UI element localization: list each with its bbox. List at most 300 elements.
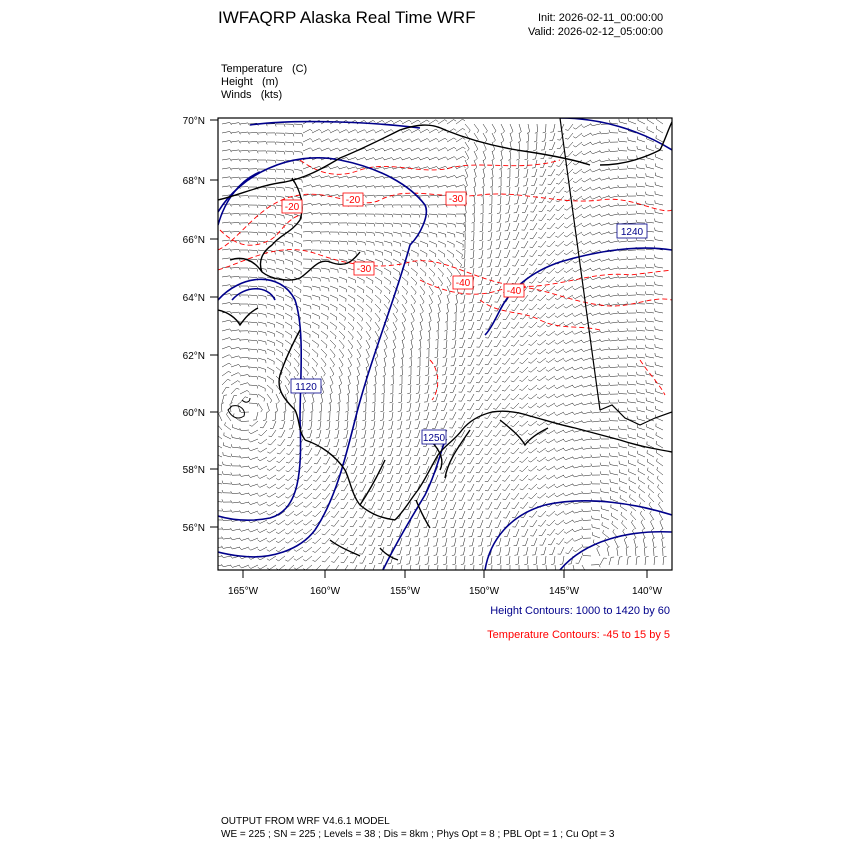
wind-barb-shaft	[592, 510, 600, 511]
wind-barb-feather	[582, 243, 584, 245]
wind-barb-feather	[313, 551, 316, 552]
wind-barb-shaft	[411, 340, 413, 348]
wind-barb-shaft	[619, 277, 627, 278]
wind-barb-shaft	[601, 492, 609, 493]
wind-barb-shaft	[453, 511, 456, 519]
wind-barb-shaft	[267, 268, 275, 270]
wind-barb-shaft	[645, 548, 646, 556]
wind-barb-feather	[231, 565, 233, 567]
wind-barb-shaft	[276, 358, 283, 363]
wind-barb-feather	[655, 282, 656, 285]
wind-barb-feather	[609, 338, 611, 341]
wind-barb-feather	[266, 324, 267, 327]
wind-barb-shaft	[353, 565, 357, 572]
wind-barb-feather	[327, 336, 328, 339]
wind-barb-shaft	[260, 529, 267, 533]
wind-barb-feather	[476, 436, 479, 437]
wind-barb-shaft	[540, 466, 547, 471]
wind-barb-feather	[502, 462, 505, 463]
wind-barb-feather	[627, 337, 628, 340]
wind-barb-shaft	[411, 120, 418, 124]
wind-barb-feather	[498, 573, 501, 574]
wind-barb-shaft	[238, 404, 240, 412]
wind-barb-shaft	[373, 448, 376, 456]
wind-barb-shaft	[601, 331, 609, 333]
wind-barb-shaft	[537, 124, 538, 132]
wind-barb-shaft	[541, 259, 546, 265]
wind-barb-feather	[452, 339, 455, 340]
wind-barb-shaft	[583, 457, 591, 458]
wind-barb-feather	[479, 240, 482, 241]
wind-barb-shaft	[651, 522, 655, 529]
wind-barb-feather	[555, 396, 557, 398]
wind-barb-feather	[468, 140, 470, 143]
wind-barb-shaft	[601, 394, 609, 395]
wind-barb-shaft	[655, 391, 663, 394]
wind-barb-shaft	[455, 556, 456, 564]
wind-barb-shaft	[532, 295, 537, 301]
wind-barb-shaft	[420, 322, 422, 330]
wind-barb-feather	[380, 411, 383, 412]
wind-barb-shaft	[258, 394, 265, 399]
wind-barb-shaft	[612, 524, 618, 529]
wind-barb-feather	[537, 317, 540, 318]
wind-barb-feather	[289, 373, 290, 376]
wind-barb-shaft	[284, 412, 285, 420]
wind-barb-shaft	[283, 421, 285, 429]
wind-barb-feather	[486, 131, 488, 133]
wind-barb-feather	[547, 246, 550, 247]
wind-barb-feather	[610, 462, 611, 465]
wind-barb-feather	[636, 283, 637, 286]
wind-barb-shaft	[548, 466, 555, 470]
wind-barb-feather	[275, 160, 276, 163]
wind-barb-shaft	[488, 376, 492, 383]
wind-barb-shaft	[481, 529, 483, 537]
wind-barb-feather	[591, 295, 593, 297]
wind-barb-shaft	[222, 379, 228, 385]
wind-barb-shaft	[402, 322, 405, 329]
wind-barb-shaft	[576, 142, 582, 147]
wind-barb-shaft	[420, 195, 428, 196]
wind-barb-feather	[230, 231, 232, 234]
wind-barb-shaft	[472, 313, 475, 321]
wind-barb-shaft	[429, 214, 437, 215]
wind-barb-shaft	[375, 313, 380, 319]
wind-barb-shaft	[456, 147, 463, 151]
wind-barb-shaft	[269, 520, 276, 524]
wind-barb-shaft	[531, 484, 537, 490]
wind-barb-shaft	[446, 349, 447, 357]
wind-barb-feather	[428, 224, 429, 227]
wind-barb-feather	[225, 422, 226, 425]
wind-barb-shaft	[655, 194, 663, 196]
wind-barb-shaft	[474, 160, 477, 168]
wind-barb-shaft	[550, 187, 555, 194]
wind-barb-shaft	[566, 376, 573, 379]
wind-barb-feather	[288, 382, 290, 385]
wind-barb-feather	[267, 531, 269, 533]
wind-barb-feather	[335, 429, 338, 430]
wind-barb-feather	[555, 440, 557, 442]
wind-barb-feather	[640, 503, 641, 506]
wind-barb-feather	[520, 318, 523, 319]
wind-barb-shaft	[650, 513, 654, 520]
wind-barb-feather	[419, 176, 421, 179]
wind-barb-shaft	[465, 223, 466, 231]
wind-barb-shaft	[400, 412, 402, 420]
wind-barb-feather	[560, 564, 563, 565]
wind-barb-feather	[249, 432, 251, 434]
wind-barb-shaft	[251, 529, 258, 532]
wind-barb-shaft	[523, 304, 528, 310]
wind-barb-shaft	[604, 541, 609, 547]
wind-barb-shaft	[410, 385, 411, 393]
wind-barb-shaft	[357, 158, 365, 161]
wind-barb-feather	[392, 158, 394, 160]
wind-barb-shaft	[557, 484, 564, 488]
wind-barb-feather	[537, 451, 540, 453]
wind-barb-shaft	[496, 403, 501, 409]
wind-barb-feather	[646, 354, 647, 357]
wind-barb-feather	[503, 319, 506, 320]
wind-barb-shaft	[549, 340, 556, 345]
wind-barb-shaft	[610, 295, 618, 296]
wind-barb-feather	[266, 215, 267, 218]
wind-barb-feather	[573, 314, 575, 316]
wind-barb-feather	[573, 306, 575, 308]
wind-barb-feather	[302, 134, 303, 137]
wind-barb-shaft	[296, 520, 303, 525]
wind-barb-feather	[303, 515, 306, 517]
wind-barb-feather	[410, 224, 411, 227]
wind-barb-shaft	[222, 177, 230, 178]
wind-barb-shaft	[584, 232, 591, 236]
wind-barb-shaft	[491, 214, 492, 222]
wind-barb-feather	[319, 148, 321, 150]
wind-barb-feather	[258, 485, 260, 487]
wind-barb-feather	[365, 214, 366, 217]
wind-barb-feather	[469, 130, 471, 133]
wind-barb-feather	[609, 130, 610, 133]
wind-barb-feather	[591, 179, 593, 181]
wind-barb-feather	[502, 355, 505, 356]
wind-barb-feather	[512, 301, 515, 302]
wind-barb-feather	[266, 333, 267, 336]
wind-barb-shaft	[575, 313, 582, 317]
wind-barb-feather	[343, 438, 346, 439]
wind-barb-feather	[331, 562, 334, 563]
wind-barb-shaft	[483, 196, 484, 204]
wind-barb-shaft	[366, 322, 371, 328]
wind-barb-shaft	[517, 538, 519, 546]
wind-barb-shaft	[619, 259, 627, 260]
wind-barb-feather	[564, 315, 566, 317]
wind-barb-shaft	[453, 367, 456, 375]
wind-barb-feather	[555, 289, 558, 291]
wind-barb-shaft	[249, 340, 257, 341]
wind-barb-feather	[591, 366, 593, 369]
wind-barb-shaft	[312, 295, 320, 297]
wind-barb-shaft	[592, 313, 600, 315]
wind-barb-feather	[400, 366, 403, 368]
wind-barb-shaft	[289, 466, 295, 472]
wind-barb-shaft	[646, 339, 654, 340]
wind-barb-feather	[488, 231, 491, 232]
wind-barb-shaft	[330, 403, 331, 411]
wind-barb-feather	[582, 207, 584, 209]
wind-barb-shaft	[258, 304, 266, 306]
wind-barb-feather	[249, 493, 251, 495]
wind-barb-shaft	[630, 506, 636, 511]
wind-barb-feather	[372, 290, 373, 293]
wind-barb-feather	[408, 273, 409, 276]
wind-barb-shaft	[549, 250, 555, 256]
wind-barb-feather	[534, 141, 537, 142]
wind-barb-shaft	[435, 484, 438, 491]
wind-barb-shaft	[276, 394, 279, 401]
wind-barb-shaft	[480, 502, 483, 509]
wind-barb-feather	[506, 555, 509, 556]
wind-barb-shaft	[465, 205, 466, 213]
wind-barb-shaft	[462, 340, 465, 348]
wind-barb-shaft	[619, 241, 627, 242]
wind-barb-shaft	[409, 412, 411, 420]
wind-barb-feather	[494, 490, 497, 491]
wind-barb-feather	[627, 193, 628, 196]
wind-barb-shaft	[514, 376, 519, 382]
wind-barb-feather	[555, 307, 557, 309]
wind-barb-shaft	[593, 535, 601, 538]
wind-barb-feather	[557, 148, 560, 149]
wind-barb-feather	[239, 312, 240, 315]
wind-barb-shaft	[373, 430, 375, 438]
wind-barb-feather	[284, 188, 285, 191]
wind-barb-feather	[512, 517, 515, 518]
wind-barb-shaft	[620, 481, 628, 484]
wind-barb-shaft	[472, 304, 474, 312]
wind-barb-feather	[655, 237, 656, 240]
wind-barb-shaft	[557, 466, 564, 470]
wind-barb-feather	[222, 527, 223, 530]
wind-barb-shaft	[321, 313, 328, 317]
wind-barb-shaft	[303, 129, 310, 133]
wind-barb-feather	[645, 264, 646, 267]
wind-barb-shaft	[444, 448, 448, 455]
wind-barb-shaft	[551, 538, 555, 545]
wind-barb-shaft	[285, 313, 292, 317]
wind-barb-shaft	[559, 538, 564, 544]
field-name: Height	[221, 76, 253, 88]
wind-barb-shaft	[601, 403, 609, 404]
wind-barb-shaft	[592, 421, 600, 422]
wind-barb-shaft	[276, 214, 284, 216]
wind-barb-feather	[537, 488, 540, 490]
wind-barb-feather	[609, 120, 610, 123]
wind-barb-feather	[293, 124, 294, 127]
wind-barb-feather	[600, 401, 601, 404]
wind-barb-feather	[313, 498, 316, 499]
wind-barb-shaft	[393, 367, 394, 375]
wind-barb-shaft	[411, 349, 412, 357]
wind-barb-shaft	[566, 394, 573, 397]
wind-barb-feather	[546, 487, 548, 489]
wind-barb-feather	[267, 504, 269, 506]
wind-barb-shaft	[514, 385, 520, 391]
wind-barb-shaft	[610, 376, 618, 377]
wind-barb-shaft	[400, 565, 402, 573]
wind-barb-shaft	[481, 259, 483, 267]
wind-barb-feather	[369, 338, 371, 341]
wind-barb-feather	[443, 555, 446, 556]
wind-barb-shaft	[647, 436, 654, 439]
wind-barb-feather	[619, 129, 620, 132]
wind-barb-feather	[609, 258, 611, 261]
wind-barb-shaft	[583, 412, 591, 414]
wind-barb-feather	[582, 171, 584, 173]
wind-barb-shaft	[348, 130, 355, 133]
wind-barb-shaft	[629, 489, 636, 493]
wind-barb-feather	[494, 373, 497, 374]
wind-barb-shaft	[637, 357, 645, 358]
wind-barb-shaft	[456, 259, 462, 265]
wind-barb-shaft	[346, 430, 348, 438]
wind-barb-feather	[573, 385, 575, 387]
wind-barb-feather	[582, 394, 584, 396]
wind-barb-feather	[248, 150, 249, 153]
wind-barb-shaft	[249, 367, 257, 368]
wind-barb-feather	[238, 373, 240, 375]
wind-barb-feather	[476, 463, 479, 464]
wind-barb-shaft	[297, 502, 303, 507]
wind-barb-shaft	[453, 376, 456, 384]
wind-barb-shaft	[655, 185, 663, 187]
wind-barb-feather	[609, 427, 610, 430]
wind-barb-shaft	[638, 462, 645, 466]
wind-barb-shaft	[339, 130, 346, 133]
wind-barb-shaft	[222, 285, 230, 286]
wind-barb-shaft	[528, 124, 530, 132]
wind-barb-shaft	[540, 349, 546, 354]
wind-barb-shaft	[429, 232, 437, 234]
wind-barb-shaft	[480, 340, 484, 347]
wind-barb-shaft	[653, 539, 655, 547]
wind-barb-feather	[318, 335, 319, 338]
wind-barb-feather	[350, 544, 353, 545]
wind-barb-feather	[521, 274, 524, 275]
wind-barb-shaft	[354, 448, 357, 456]
wind-barb-feather	[313, 515, 316, 516]
wind-barb-feather	[520, 327, 523, 328]
wind-barb-feather	[646, 345, 647, 348]
wind-barb-shaft	[374, 421, 375, 429]
wind-barb-feather	[484, 149, 486, 151]
wind-barb-feather	[320, 269, 321, 272]
wind-barb-shaft	[454, 538, 456, 546]
wind-barb-feather	[338, 232, 339, 235]
wind-barb-feather	[239, 159, 241, 162]
wind-barb-shaft	[501, 124, 505, 131]
wind-barb-feather	[564, 333, 566, 335]
wind-barb-feather	[555, 467, 557, 469]
wind-barb-shaft	[382, 439, 384, 447]
wind-barb-feather	[410, 205, 411, 208]
wind-barb-shaft	[456, 156, 463, 160]
wind-barb-feather	[555, 342, 557, 344]
wind-barb-feather	[564, 413, 566, 415]
wind-barb-feather	[573, 403, 575, 405]
wind-barb-shaft	[462, 349, 465, 357]
wind-barb-shaft	[375, 130, 382, 133]
wind-barb-shaft	[540, 313, 546, 318]
wind-barb-feather	[555, 458, 557, 460]
wind-barb-feather	[391, 375, 394, 377]
wind-barb-shaft	[470, 457, 474, 464]
wind-barb-shaft	[601, 483, 609, 484]
wind-barb-feather	[627, 373, 628, 376]
wind-barb-feather	[511, 363, 514, 364]
wind-barb-feather	[266, 224, 267, 227]
wind-barb-shaft	[540, 322, 546, 327]
wind-barb-feather	[303, 524, 306, 526]
wind-barb-feather	[231, 556, 233, 558]
wind-barb-shaft	[540, 331, 546, 336]
wind-barb-feather	[511, 489, 514, 490]
wind-barb-shaft	[517, 196, 519, 204]
wind-barb-shaft	[601, 277, 609, 279]
wind-barb-feather	[600, 383, 602, 386]
wind-barb-feather	[276, 532, 279, 534]
wind-barb-shaft	[321, 277, 329, 279]
wind-barb-feather	[433, 283, 434, 286]
wind-barb-shaft	[655, 285, 663, 286]
wind-barb-feather	[311, 175, 313, 177]
wind-barb-shaft	[344, 502, 348, 509]
wind-barb-feather	[573, 421, 575, 423]
wind-barb-shaft	[375, 241, 383, 243]
wind-barb-shaft	[534, 187, 537, 194]
wind-barb-shaft	[628, 428, 636, 430]
wind-barb-feather	[266, 197, 267, 200]
wind-barb-feather	[645, 327, 646, 330]
wind-barb-feather	[405, 311, 407, 313]
wind-barb-feather	[591, 152, 593, 154]
wind-barb-feather	[500, 159, 503, 161]
wind-barb-feather	[556, 219, 559, 220]
wind-barb-shaft	[337, 430, 339, 438]
wind-barb-shaft	[465, 124, 470, 130]
wind-barb-shaft	[560, 151, 565, 158]
wind-barb-shaft	[483, 151, 486, 159]
wind-barb-shaft	[381, 502, 384, 509]
wind-barb-shaft	[418, 421, 420, 429]
wind-barb-feather	[231, 528, 233, 531]
wind-barb-feather	[341, 499, 344, 500]
wind-barb-shaft	[646, 294, 654, 295]
wind-barb-shaft	[267, 322, 275, 325]
wind-barb-shaft	[438, 295, 441, 302]
wind-barb-feather	[371, 420, 374, 421]
wind-barb-shaft	[357, 295, 364, 300]
wind-barb-shaft	[481, 538, 483, 546]
wind-barb-shaft	[592, 133, 600, 135]
wind-barb-feather	[629, 486, 630, 489]
wind-barb-shaft	[357, 340, 361, 347]
wind-barb-shaft	[410, 403, 412, 411]
wind-barb-shaft	[258, 403, 262, 410]
wind-barb-feather	[416, 564, 419, 565]
wind-barb-feather	[257, 368, 258, 371]
